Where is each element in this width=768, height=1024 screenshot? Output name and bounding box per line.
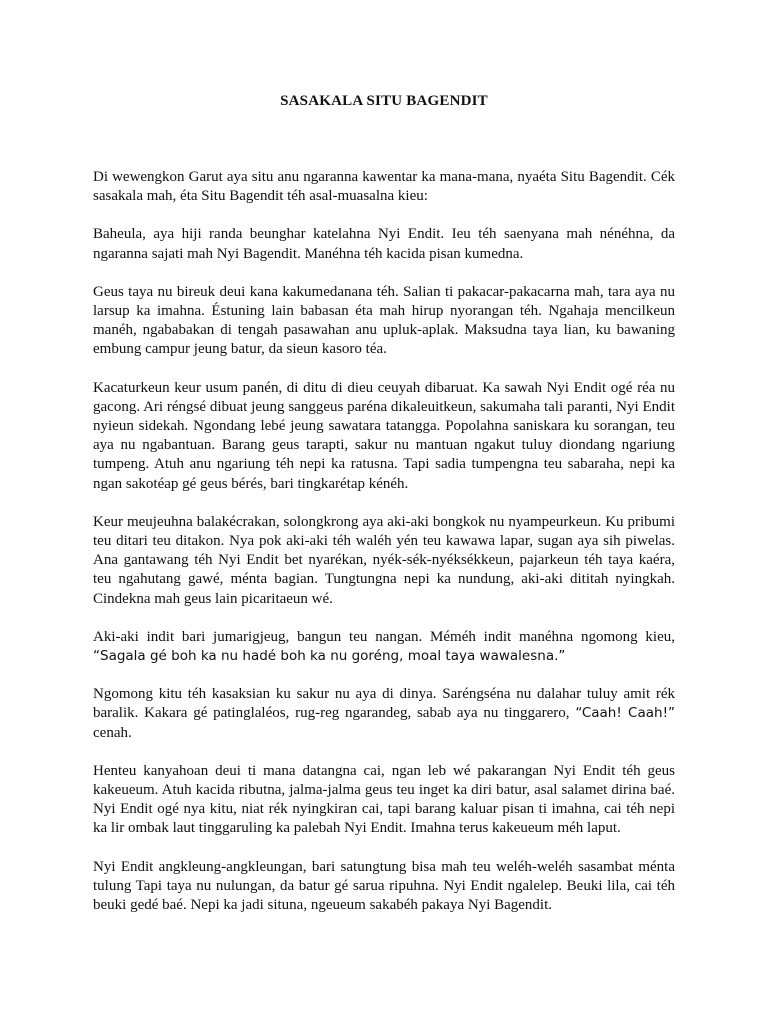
document-body bbox=[93, 168, 675, 934]
paragraph-3: Geus taya nu bireuk deui kana kakumedanana téh. Salian ti pakacar-pakacarna mah, tara aya nu larsup ka imahna. Éstuning lain babasan éta mah hirup nyorangan téh. Ngahaja mencilkeun manéh, ngababakan di tengah pasawahan anu upluk-aplak. Maksudna taya lian, ku bawaning embung campur jeung batur, da sieun kasoro téa. bbox=[93, 283, 675, 358]
paragraph-6 bbox=[93, 628, 675, 666]
paragraph-4: Kacaturkeun keur usum panén, di ditu di dieu ceuyah dibaruat. Ka sawah Nyi Endit ogé réa nu gacong. Ari réngsé dibuat jeung sanggeus paréna dikaleuitkeun, sakumaha tali paranti, Nyi Endit nyieun sidekah. Ngondang lebé jeung sawatara tatangga. Popolahna saniskara ku sorangan, teu aya nu ngabantuan. Barang geus tarapti, sakur nu mantuan ngakut tuluy diondang ngariung tumpeng. Atuh anu ngariung téh nepi ka ratusna. Tapi sadia tumpengna teu sabaraha, nepi ka ngan sakotéap gé geus bérés, bari tingkarétap kénéh. bbox=[93, 379, 675, 492]
paragraph-7-text: Ngomong kitu téh kasaksian ku sakur nu aya di dinya. Saréngséna nu dalahar tuluy amit rék baralik. Kakara gé patinglaléos, rug-reg ngarandeg, sabab aya nu tinggarero, bbox=[93, 686, 675, 722]
paragraph-7-end: cenah. bbox=[93, 724, 132, 741]
paragraph-6-text: Aki-aki indit bari jumarigjeug, bangun teu nangan. Méméh indit manéhna ngomong kieu, bbox=[93, 628, 675, 645]
paragraph-7 bbox=[93, 685, 675, 743]
paragraph-5: Keur meujeuhna balakécrakan, solongkrong aya aki-aki bongkok nu nyampeurkeun. Ku pribumi teu ditari teu ditakon. Nya pok aki-aki téh waléh yén teu kawawa lapar, sugan aya sih piwelas. Ana gantawang téh Nyi Endit bet nyarékan, nyék-sék-nyéksékkeun, pajarkeun téh taya kaéra, teu ngahutang gawé, ménta bagian. Tungtungna nepi ka nundung, aki-aki dititah nyingkah. Cindekna mah geus lain picaritaeun wé. bbox=[93, 513, 675, 607]
old-man-quote: “Sagala gé boh ka nu hadé boh ka nu goréng, moal taya wawalesna.” bbox=[93, 648, 566, 665]
document-title: SASAKALA SITU BAGENDIT bbox=[280, 93, 488, 109]
paragraph-8: Henteu kanyahoan deui ti mana datangna cai, ngan leb wé pakarangan Nyi Endit téh geus kakeueum. Atuh kacida ributna, jalma-jalma geus teu inget ka diri batur, asal salamet dirina baé. Nyi Endit ogé nya kitu, niat rék nyingkiran cai, tapi barang kaluar pisan ti imahna, cai téh nepi ka lir ombak laut tinggaruling ka palebah Nyi Endit. Imahna terus kakeueum méh laput. bbox=[93, 762, 675, 837]
paragraph-2: Baheula, aya hiji randa beunghar katelahna Nyi Endit. Ieu téh saenyana mah nénéhna, da ngaranna sajati mah Nyi Bagendit. Manéhna téh kacida pisan kumedna. bbox=[93, 226, 675, 262]
paragraph-9: Nyi Endit angkleung-angkleungan, bari satungtung bisa mah teu weléh-weléh sasambat ménta tulung Tapi taya nu nulungan, da batur gé sarua ripuhna. Nyi Endit ngalelep. Beuki lila, cai téh beuki gedé baé. Nepi ka jadi situna, ngeueum sakabéh pakaya Nyi Bagendit. bbox=[93, 858, 675, 914]
paragraph-1: Di wewengkon Garut aya situ anu ngaranna kawentar ka mana-mana, nyaéta Situ Bagendit. Cék sasakala mah, éta Situ Bagendit téh asal-muasalna kieu: bbox=[93, 169, 675, 205]
flood-shout-quote: “Caah! Caah!” bbox=[575, 705, 675, 722]
